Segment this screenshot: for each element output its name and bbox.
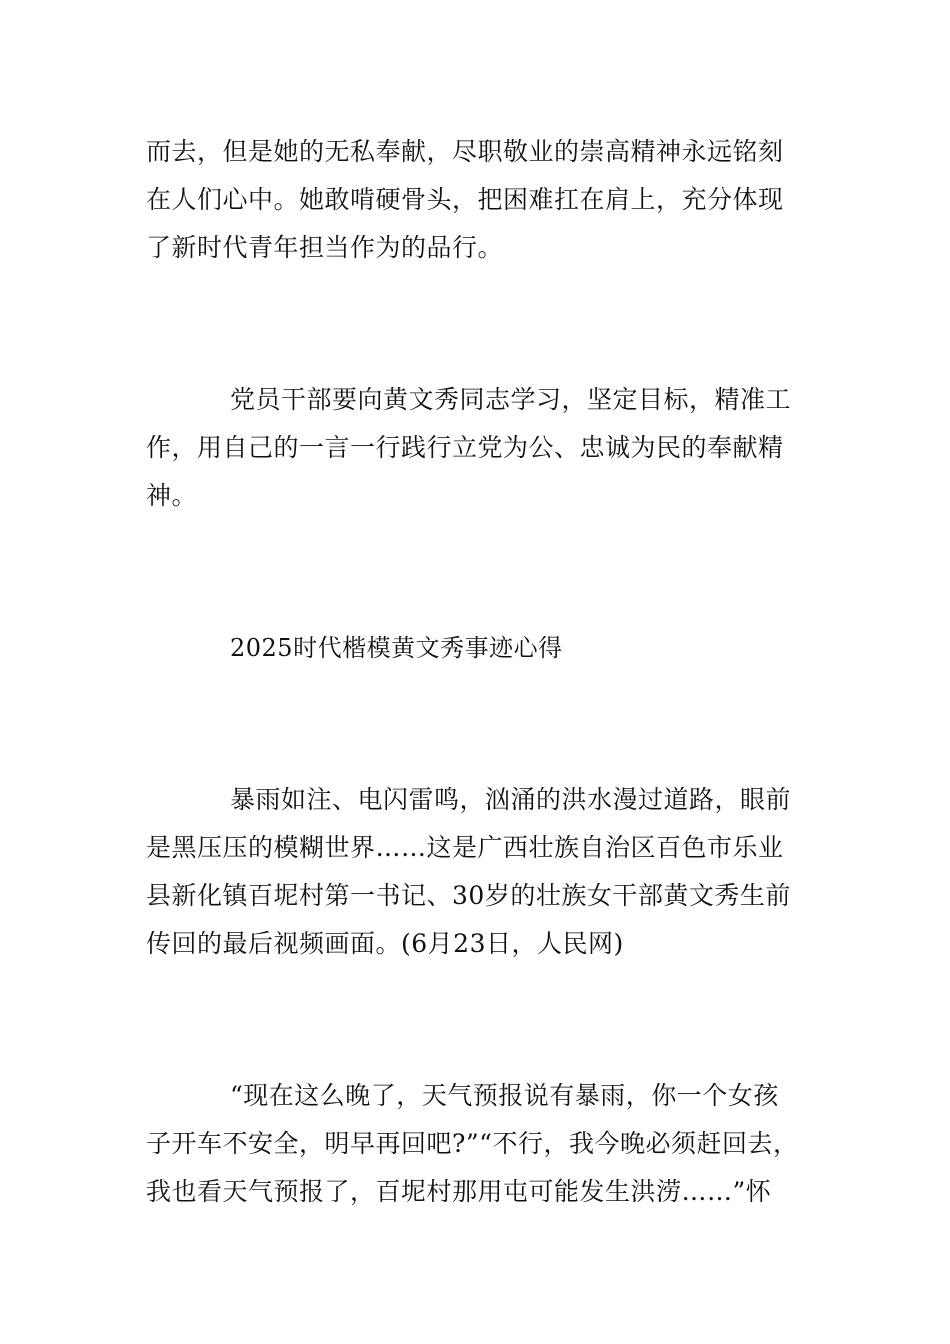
- paragraph-line: 暴雨如注、电闪雷鸣，汹涌的洪水漫过道路，眼前: [230, 785, 792, 814]
- paragraph-line: 神。: [146, 481, 198, 510]
- paragraph-line: “现在这么晚了，天气预报说有暴雨，你一个女孩: [230, 1081, 779, 1110]
- section-heading: 2025时代楷模黄文秀事迹心得: [230, 634, 563, 662]
- paragraph-line: 子开车不安全，明早再回吧?”“不行，我今晚必须赶回去，: [146, 1129, 799, 1158]
- paragraph-line: 在人们心中。她敢啃硬骨头，把困难扛在肩上，充分体现: [146, 185, 784, 214]
- paragraph-line: 是黑压压的模糊世界……这是广西壮族自治区百色市乐业: [146, 833, 784, 862]
- paragraph-line: 党员干部要向黄文秀同志学习，坚定目标，精准工: [230, 385, 792, 414]
- paragraph-line: 我也看天气预报了，百坭村那用屯可能发生洪涝……”怀: [146, 1177, 772, 1206]
- paragraph-line: 县新化镇百坭村第一书记、30岁的壮族女干部黄文秀生前: [146, 881, 791, 910]
- paragraph-line: 作，用自己的一言一行践行立党为公、忠诚为民的奉献精: [146, 433, 784, 462]
- paragraph-line: 了新时代青年担当作为的品行。: [146, 233, 504, 262]
- paragraph-line: 传回的最后视频画面。(6月23日，人民网): [146, 929, 624, 958]
- paragraph-line: 而去，但是她的无私奉献，尽职敬业的崇高精神永远铭刻: [146, 137, 784, 166]
